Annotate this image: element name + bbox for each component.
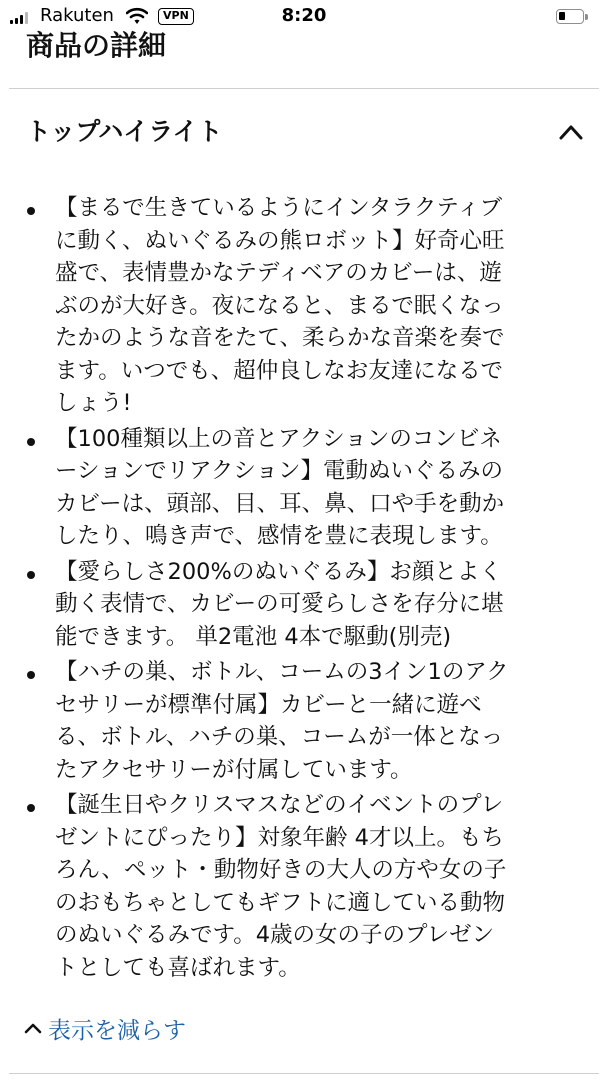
bullet-dot <box>27 671 35 679</box>
highlight-item <box>0 556 608 654</box>
show-less-link[interactable] <box>24 1008 186 1048</box>
highlight-item <box>0 656 608 786</box>
bullet-dot <box>27 804 35 812</box>
highlight-item <box>0 423 608 553</box>
section-title: 商品の詳細 <box>26 29 167 62</box>
highlights-list <box>0 192 608 987</box>
vpn-badge: VPN <box>158 8 194 25</box>
highlight-text: 【愛らしさ200%のぬいぐるみ】お顔とよく 動く表情で、カビーの可愛らしさを存分に堪 能できます。 単2電池 4本で駆動(別売) <box>55 558 504 650</box>
bullet-dot <box>27 438 35 446</box>
accordion-title: トップハイライト <box>26 117 223 146</box>
bullet-dot <box>27 207 35 215</box>
highlight-text: 【100種類以上の音とアクションのコンビネ ーションでリアクション】電動ぬいぐるみの カビーは、頭部、目、耳、鼻、口や手を動か したり、鳴き声で、感情を豊に表現します。 <box>55 425 505 549</box>
divider <box>9 88 599 89</box>
bullet-dot <box>27 571 35 579</box>
chevron-up-icon <box>24 1021 42 1035</box>
highlight-text: 【まるで生きているようにインタラクティブ に動く、ぬいぐるみの熊ロボット】好奇心旺 盛で、表情豊かなテディベアのカビーは、遊 ぶのが大好き。夜になると、まるで眠くなっ たかのような音をたて、柔らかな音楽を奏で ます。いつでも、超仲良しなお友達になるで しょう! <box>55 195 505 416</box>
top-highlights-toggle[interactable] <box>0 100 608 166</box>
highlight-text: 【誕生日やクリスマスなどのイベントのプレ ゼントにぴったり】対象年齢 4才以上。もち ろん、ペット・動物好きの大人の方や女の子 のおもちゃとしてもギフトに適している動物 のぬいぐるみです。4歳の女の子のプレゼン トとしても喜ばれます。 <box>55 792 507 981</box>
status-time: 8:20 <box>281 5 327 26</box>
show-less-label: 表示を減らす <box>48 1017 186 1044</box>
highlight-item <box>0 192 608 420</box>
chevron-up-icon[interactable] <box>558 122 584 142</box>
battery-tip <box>585 14 588 20</box>
highlight-text: 【ハチの巣、ボトル、コームの3イン1のアク セサリーが標準付属】カビーと一緒に遊べ る、ボトル、ハチの巣、コームが一体となっ たアクセサリーが付属しています。 <box>55 659 509 783</box>
battery-icon <box>556 9 584 24</box>
highlight-item <box>0 789 608 984</box>
divider <box>9 1073 599 1074</box>
carrier-name: Rakuten <box>40 5 114 26</box>
